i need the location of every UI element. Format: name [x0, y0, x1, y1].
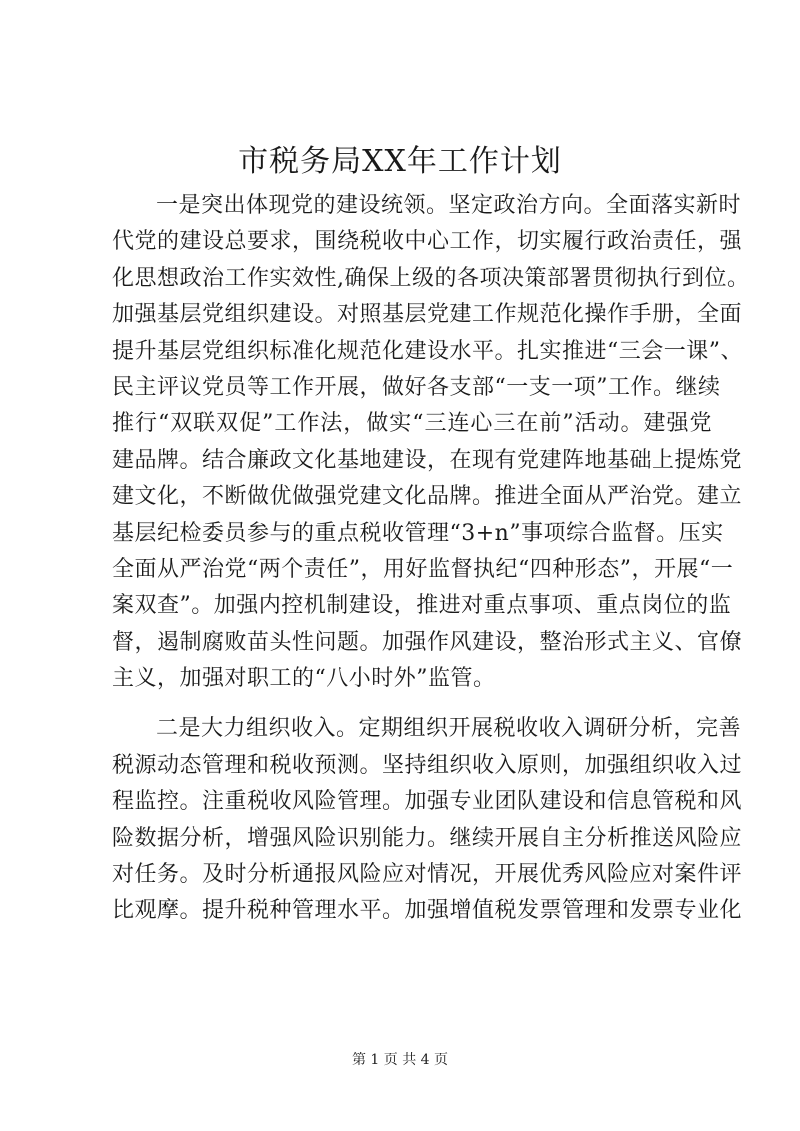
text-line: 全面从严治党“两个责任”，用好监督执纪“四种形态”，开展“一	[112, 556, 734, 582]
document-title: 市税务局XX年工作计划	[238, 144, 562, 179]
text-line: 一是突出体现党的建设统领。坚定政治方向。全面落实新时	[156, 193, 742, 218]
text-line: 代党的建设总要求，围绕税收中心工作，切实履行政治责任，强	[112, 229, 743, 255]
text-line: 化思想政治工作实效性,确保上级的各项决策部署贯彻执行到位。	[112, 265, 750, 291]
paragraph-party-building	[112, 188, 750, 697]
paragraph-spacer	[112, 697, 712, 711]
text-line: 建品牌。结合廉政文化基地建设，在现有党建阵地基础上提炼党	[112, 447, 743, 473]
text-line: 督，遏制腐败苗头性问题。加强作风建设，整治形式主义、官僚	[112, 629, 743, 655]
text-line: 程监控。注重税收风险管理。加强专业团队建设和信息管税和风	[112, 789, 743, 815]
text-line: 对任务。及时分析通报风险应对情况，开展优秀风险应对案件评	[112, 862, 743, 888]
text-line: 加强基层党组织建设。对照基层党建工作规范化操作手册，全面	[112, 302, 743, 328]
text-line: 税源动态管理和税收预测。坚持组织收入原则，加强组织收入过	[112, 752, 743, 778]
text-line: 险数据分析，增强风险识别能力。继续开展自主分析推送风险应	[112, 825, 743, 851]
text-line: 提升基层党组织标准化规范化建设水平。扎实推进“三会一课”、	[112, 338, 743, 364]
paragraph-revenue	[112, 711, 743, 929]
text-line: 案双查”。加强内控机制建设，推进对重点事项、重点岗位的监	[112, 593, 732, 619]
text-line: 民主评议党员等工作开展，做好各支部“一支一项”工作。继续	[112, 374, 721, 400]
page-number-footer: 第 1 页 共 4 页	[351, 1052, 449, 1068]
text-line: 基层纪检委员参与的重点税收管理“3+n”事项综合监督。压实	[112, 520, 724, 546]
text-line: 推行“双联双促”工作法，做实“三连心三在前”活动。建强党	[112, 411, 712, 437]
document-body	[112, 188, 750, 930]
text-line: 二是大力组织收入。定期组织开展税收收入调研分析，完善	[156, 716, 742, 742]
text-line: 建文化，不断做优做强党建文化品牌。推进全面从严治党。建立	[112, 484, 743, 510]
text-line: 主义，加强对职工的“八小时外”监管。	[112, 666, 496, 692]
text-line: 比观摩。提升税种管理水平。加强增值税发票管理和发票专业化	[112, 898, 743, 924]
